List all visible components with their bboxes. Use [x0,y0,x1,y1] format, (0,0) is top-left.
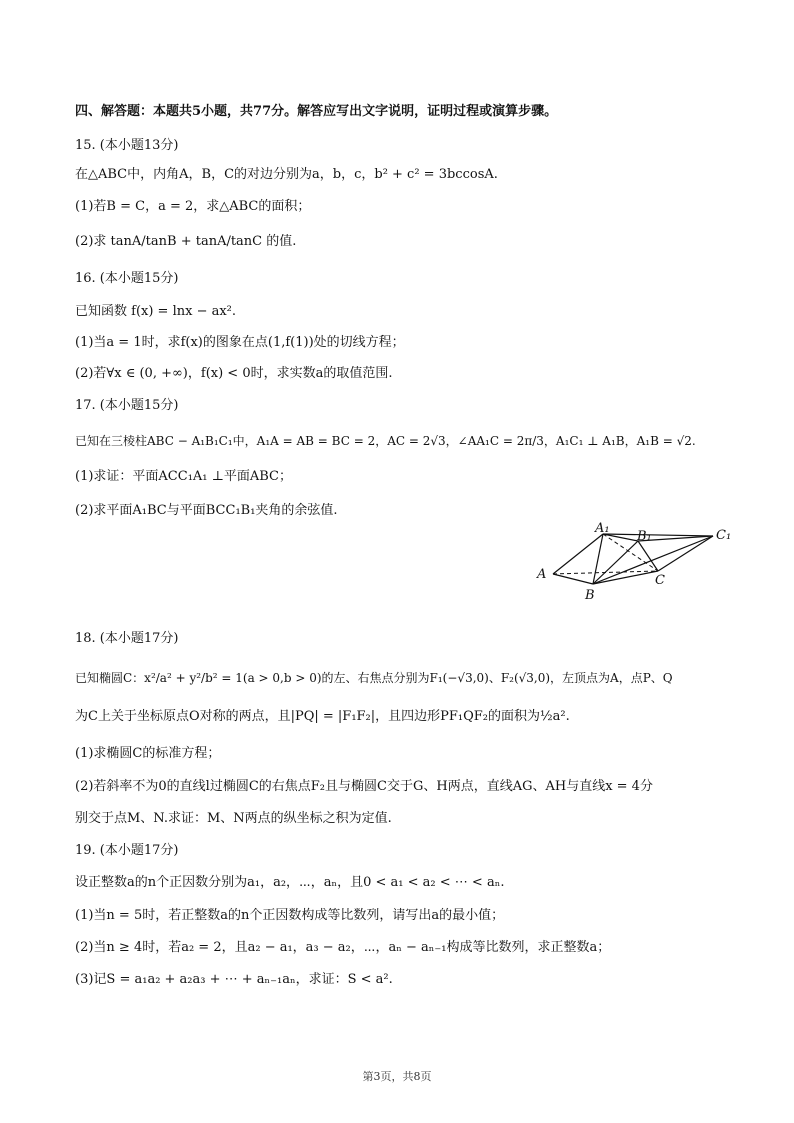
question-19-part-2: (2)当n ≥ 4时，若a₂ = 2，且a₂ − a₁，a₃ − a₂，⋯，aₙ − aₙ₋₁构成等比数列，求正整数a； [75,940,611,955]
label-a: A [537,567,547,582]
question-16-part-1: (1)当a = 1时，求f(x)的图象在点(1,f(1))处的切线方程； [75,335,405,350]
question-16-header: 16. (本小题15分) [75,271,179,286]
question-19-stem: 设正整数a的n个正因数分别为a₁，a₂，⋯，aₙ，且0 < a₁ < a₂ < ⋯ < aₙ. [75,875,505,890]
question-18-part-2-line-2: 别交于点M、N.求证：M、N两点的纵坐标之积为定值. [75,811,392,826]
question-18-stem-line-1: 已知椭圆C：x²/a² + y²/b² = 1(a > 0,b > 0)的左、右焦点分别为F₁(−√3,0)、F₂(√3,0)，左顶点为A，点P、Q [75,671,673,685]
label-c1: C₁ [716,528,732,543]
question-19-header: 19. (本小题17分) [75,843,179,858]
question-17-part-2: (2)求平面A₁BC与平面BCC₁B₁夹角的余弦值. [75,503,338,518]
question-18-part-1: (1)求椭圆C的标准方程； [75,746,221,761]
label-b: B [585,588,595,603]
page-footer: 第3页，共8页 [362,1070,432,1083]
question-18-stem-line-2: 为C上关于坐标原点O对称的两点，且|PQ| = |F₁F₂|，且四边形PF₁QF₂的面积为½a². [75,709,570,724]
question-15-part-2: (2)求 tanA/tanB + tanA/tanC 的值. [75,234,297,249]
prism-figure [535,520,745,605]
label-b1: B₁ [637,529,652,544]
question-15-part-1: (1)若B = C，a = 2，求△ABC的面积； [75,199,311,214]
question-17-header: 17. (本小题15分) [75,398,179,413]
question-16-part-2: (2)若∀x ∈ (0, +∞)，f(x) < 0时，求实数a的取值范围. [75,366,393,381]
question-18-header: 18. (本小题17分) [75,631,179,646]
label-a1: A₁ [595,521,610,536]
question-17-part-1: (1)求证：平面ACC₁A₁ ⊥平面ABC； [75,469,292,484]
question-15-stem: 在△ABC中，内角A，B，C的对边分别为a，b，c，b² + c² = 3bccosA. [75,167,498,182]
question-19-part-3: (3)记S = a₁a₂ + a₂a₃ + ⋯ + aₙ₋₁aₙ，求证：S < a². [75,972,393,987]
label-c: C [655,573,665,588]
question-18-part-2-line-1: (2)若斜率不为0的直线l过椭圆C的右焦点F₂且与椭圆C交于G、H两点，直线AG、AH与直线x = 4分 [75,779,653,794]
question-16-stem: 已知函数 f(x) = lnx − ax². [75,304,237,319]
question-17-stem: 已知在三棱柱ABC − A₁B₁C₁中，A₁A = AB = BC = 2，AC = 2√3，∠AA₁C = 2π/3，A₁C₁ ⊥ A₁B，A₁B = √2. [75,434,696,448]
question-19-part-1: (1)当n = 5时，若正整数a的n个正因数构成等比数列，请写出a的最小值； [75,908,505,923]
section-heading: 四、解答题：本题共5小题，共77分。解答应写出文字说明，证明过程或演算步骤。 [75,104,558,119]
question-15-header: 15. (本小题13分) [75,138,179,153]
